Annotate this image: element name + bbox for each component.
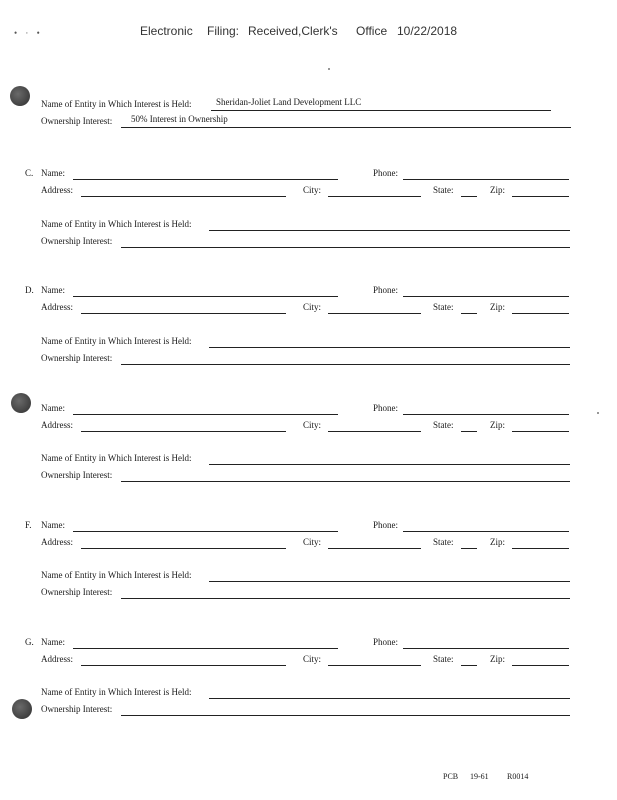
- ownership-line: [121, 127, 571, 128]
- name-line: [73, 531, 338, 532]
- address-line: [81, 196, 286, 197]
- phone-label: Phone:: [373, 285, 399, 295]
- address-row-g: [41, 654, 571, 668]
- ownership-line: [121, 598, 570, 599]
- address-label: Address:: [41, 185, 73, 195]
- city-label: City:: [303, 654, 322, 664]
- entity-row-e: [41, 453, 571, 467]
- city-label: City:: [303, 185, 322, 195]
- name-phone-row-f: [41, 520, 571, 534]
- entity-value: Sheridan-Joliet Land Development LLC: [216, 97, 362, 107]
- address-row-f: [41, 537, 571, 551]
- header-word-office: Office: [356, 24, 388, 38]
- address-line: [81, 548, 286, 549]
- name-line: [73, 179, 338, 180]
- ownership-row-d: [41, 353, 571, 367]
- ownership-row-e: [41, 470, 571, 484]
- header-filing-date: 10/22/2018: [397, 24, 458, 38]
- address-label: Address:: [41, 302, 73, 312]
- zip-label: Zip:: [490, 185, 505, 195]
- state-label: State:: [433, 420, 454, 430]
- zip-label: Zip:: [490, 537, 505, 547]
- ownership-label: Ownership Interest:: [41, 116, 113, 126]
- ownership-line: [121, 247, 570, 248]
- phone-line: [403, 414, 569, 415]
- section-letter-c: C.: [25, 168, 34, 178]
- ownership-label: Ownership Interest:: [41, 353, 113, 363]
- address-row-d: [41, 302, 571, 316]
- ownership-row-b: [41, 116, 571, 130]
- zip-line: [512, 196, 569, 197]
- address-line: [81, 665, 286, 666]
- entity-row-f: [41, 570, 571, 584]
- name-label: Name:: [41, 403, 65, 413]
- phone-label: Phone:: [373, 168, 399, 178]
- phone-label: Phone:: [373, 637, 399, 647]
- zip-line: [512, 548, 569, 549]
- name-phone-row-g: [41, 637, 571, 651]
- ownership-row-f: [41, 587, 571, 601]
- entity-label: Name of Entity in Which Interest is Held:: [41, 219, 192, 229]
- entity-line: [209, 698, 570, 699]
- state-line: [461, 665, 477, 666]
- zip-label: Zip:: [490, 420, 505, 430]
- entity-row-d: [41, 336, 571, 350]
- name-phone-row-c: [41, 168, 571, 182]
- footer-case-number: 19-61: [470, 772, 489, 781]
- state-label: State:: [433, 537, 454, 547]
- ownership-line: [121, 481, 570, 482]
- ownership-label: Ownership Interest:: [41, 470, 113, 480]
- header-word-filing: Filing:: [207, 24, 240, 38]
- state-line: [461, 313, 477, 314]
- zip-label: Zip:: [490, 302, 505, 312]
- address-label: Address:: [41, 654, 73, 664]
- entity-line: [209, 581, 570, 582]
- scan-speck: [328, 68, 330, 70]
- header-word-received: Received,Clerk's: [248, 24, 338, 38]
- punch-hole: [12, 699, 32, 719]
- scan-specks: • · •: [14, 28, 43, 38]
- header-word-electronic: Electronic: [140, 24, 193, 38]
- name-label: Name:: [41, 520, 65, 530]
- phone-line: [403, 531, 569, 532]
- city-line: [328, 548, 421, 549]
- punch-hole: [10, 86, 30, 106]
- name-line: [73, 648, 338, 649]
- name-label: Name:: [41, 168, 65, 178]
- address-line: [81, 313, 286, 314]
- entity-label: Name of Entity in Which Interest is Held:: [41, 453, 192, 463]
- entity-line: [211, 110, 551, 111]
- footer-page-code: R0014: [507, 772, 529, 781]
- name-phone-row-e: [41, 403, 571, 417]
- city-label: City:: [303, 537, 322, 547]
- section-letter-f: F.: [25, 520, 32, 530]
- zip-line: [512, 431, 569, 432]
- name-label: Name:: [41, 637, 65, 647]
- entity-label: Name of Entity in Which Interest is Held:: [41, 336, 192, 346]
- entity-label: Name of Entity in Which Interest is Held:: [41, 687, 192, 697]
- ownership-line: [121, 364, 570, 365]
- section-letter-g: G.: [25, 637, 34, 647]
- state-label: State:: [433, 654, 454, 664]
- address-label: Address:: [41, 420, 73, 430]
- name-line: [73, 414, 338, 415]
- phone-line: [403, 296, 569, 297]
- phone-line: [403, 648, 569, 649]
- name-label: Name:: [41, 285, 65, 295]
- address-label: Address:: [41, 537, 73, 547]
- zip-line: [512, 313, 569, 314]
- city-line: [328, 196, 421, 197]
- state-label: State:: [433, 302, 454, 312]
- state-line: [461, 196, 477, 197]
- phone-label: Phone:: [373, 403, 399, 413]
- address-row-e: [41, 420, 571, 434]
- section-letter-d: D.: [25, 285, 34, 295]
- phone-line: [403, 179, 569, 180]
- punch-hole: [11, 393, 31, 413]
- address-row-c: [41, 185, 571, 199]
- name-line: [73, 296, 338, 297]
- ownership-line: [121, 715, 570, 716]
- city-label: City:: [303, 302, 322, 312]
- ownership-label: Ownership Interest:: [41, 587, 113, 597]
- city-line: [328, 665, 421, 666]
- state-line: [461, 431, 477, 432]
- entity-label: Name of Entity in Which Interest is Held:: [41, 570, 192, 580]
- city-line: [328, 313, 421, 314]
- ownership-label: Ownership Interest:: [41, 236, 113, 246]
- footer-pcb: PCB: [443, 772, 459, 781]
- zip-label: Zip:: [490, 654, 505, 664]
- state-label: State:: [433, 185, 454, 195]
- city-label: City:: [303, 420, 322, 430]
- state-line: [461, 548, 477, 549]
- entity-row-b: [41, 99, 571, 113]
- ownership-row-c: [41, 236, 571, 250]
- entity-row-g: [41, 687, 571, 701]
- entity-row-c: [41, 219, 571, 233]
- entity-line: [209, 347, 570, 348]
- ownership-label: Ownership Interest:: [41, 704, 113, 714]
- filing-stamp-header: [0, 24, 617, 40]
- phone-label: Phone:: [373, 520, 399, 530]
- name-phone-row-d: [41, 285, 571, 299]
- city-line: [328, 431, 421, 432]
- address-line: [81, 431, 286, 432]
- zip-line: [512, 665, 569, 666]
- ownership-row-g: [41, 704, 571, 718]
- entity-line: [209, 230, 570, 231]
- scan-speck: [597, 412, 599, 414]
- ownership-value: 50% Interest in Ownership: [131, 114, 228, 124]
- entity-line: [209, 464, 570, 465]
- entity-label: Name of Entity in Which Interest is Held:: [41, 99, 192, 109]
